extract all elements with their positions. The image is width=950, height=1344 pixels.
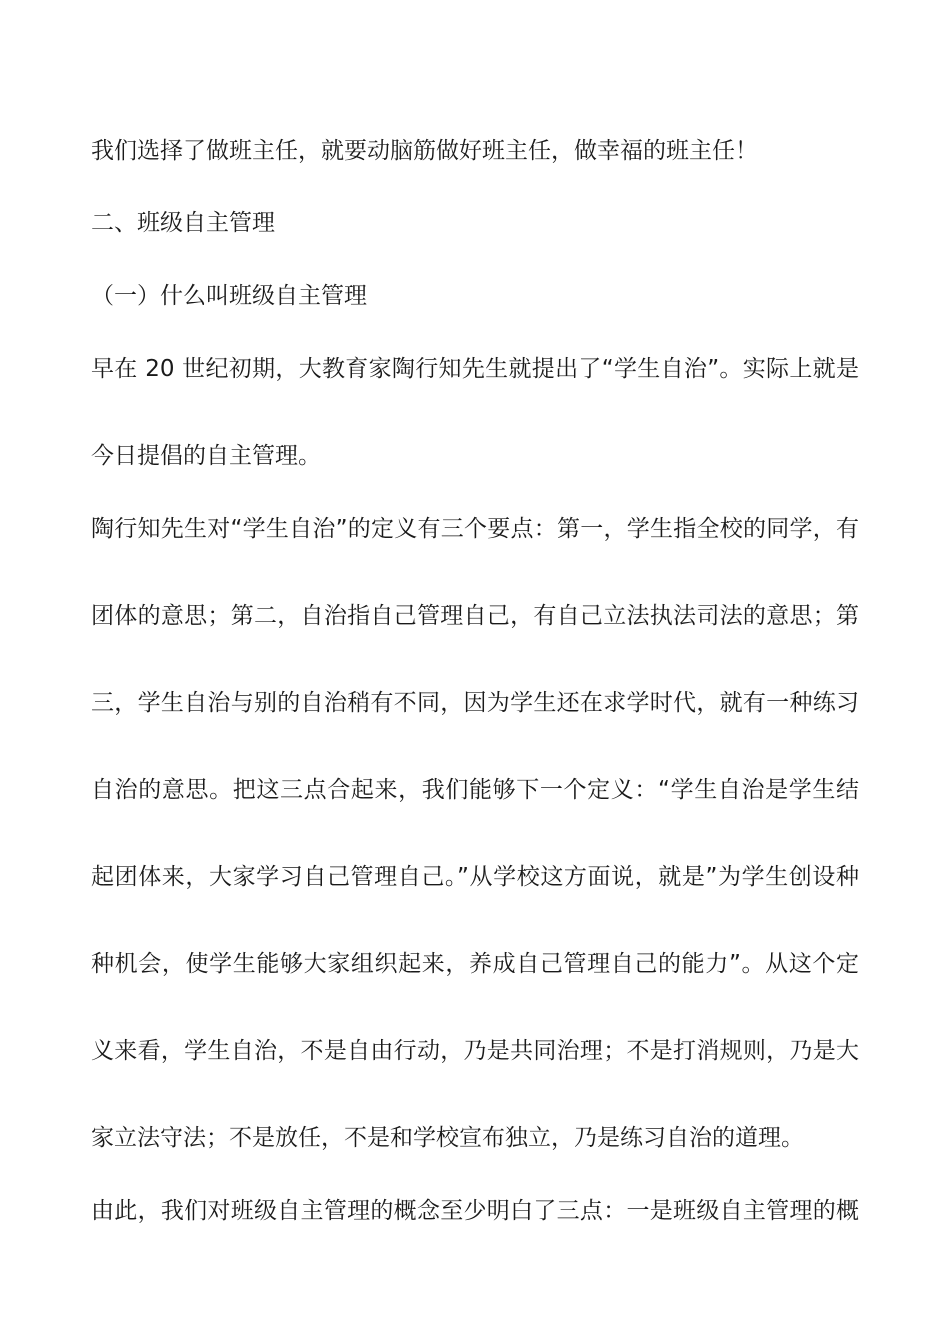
paragraph-line: 三，学生自治与别的自治稍有不同，因为学生还在求学时代，就有一种练习 bbox=[91, 690, 859, 716]
paragraph-line: 团体的意思；第二，自治指自己管理自己，有自己立法执法司法的意思；第 bbox=[91, 603, 859, 629]
paragraph-line: 我们选择了做班主任，就要动脑筋做好班主任，做幸福的班主任！ bbox=[91, 138, 758, 164]
paragraph-line: 自治的意思。把这三点合起来，我们能够下一个定义：“学生自治是学生结 bbox=[91, 777, 859, 803]
subsection-heading: （一）什么叫班级自主管理 bbox=[91, 283, 367, 309]
paragraph-line: 陶行知先生对“学生自治”的定义有三个要点：第一，学生指全校的同学，有 bbox=[91, 516, 859, 542]
paragraph-line: 今日提倡的自主管理。 bbox=[91, 443, 321, 469]
section-heading: 二、班级自主管理 bbox=[91, 210, 275, 236]
paragraph-line: 由此，我们对班级自主管理的概念至少明白了三点：一是班级自主管理的概 bbox=[91, 1198, 859, 1224]
paragraph-line: 家立法守法；不是放任，不是和学校宣布独立，乃是练习自治的道理。 bbox=[91, 1125, 804, 1151]
paragraph-line: 种机会，使学生能够大家组织起来，养成自己管理自己的能力”。从这个定 bbox=[91, 951, 859, 977]
paragraph-line: 义来看，学生自治，不是自由行动，乃是共同治理；不是打消规则，乃是大 bbox=[91, 1038, 859, 1064]
paragraph-line: 起团体来，大家学习自己管理自己。”从学校这方面说，就是”为学生创设种 bbox=[91, 864, 859, 890]
paragraph-line: 早在 20 世纪初期，大教育家陶行知先生就提出了“学生自治”。实际上就是 bbox=[91, 356, 859, 382]
